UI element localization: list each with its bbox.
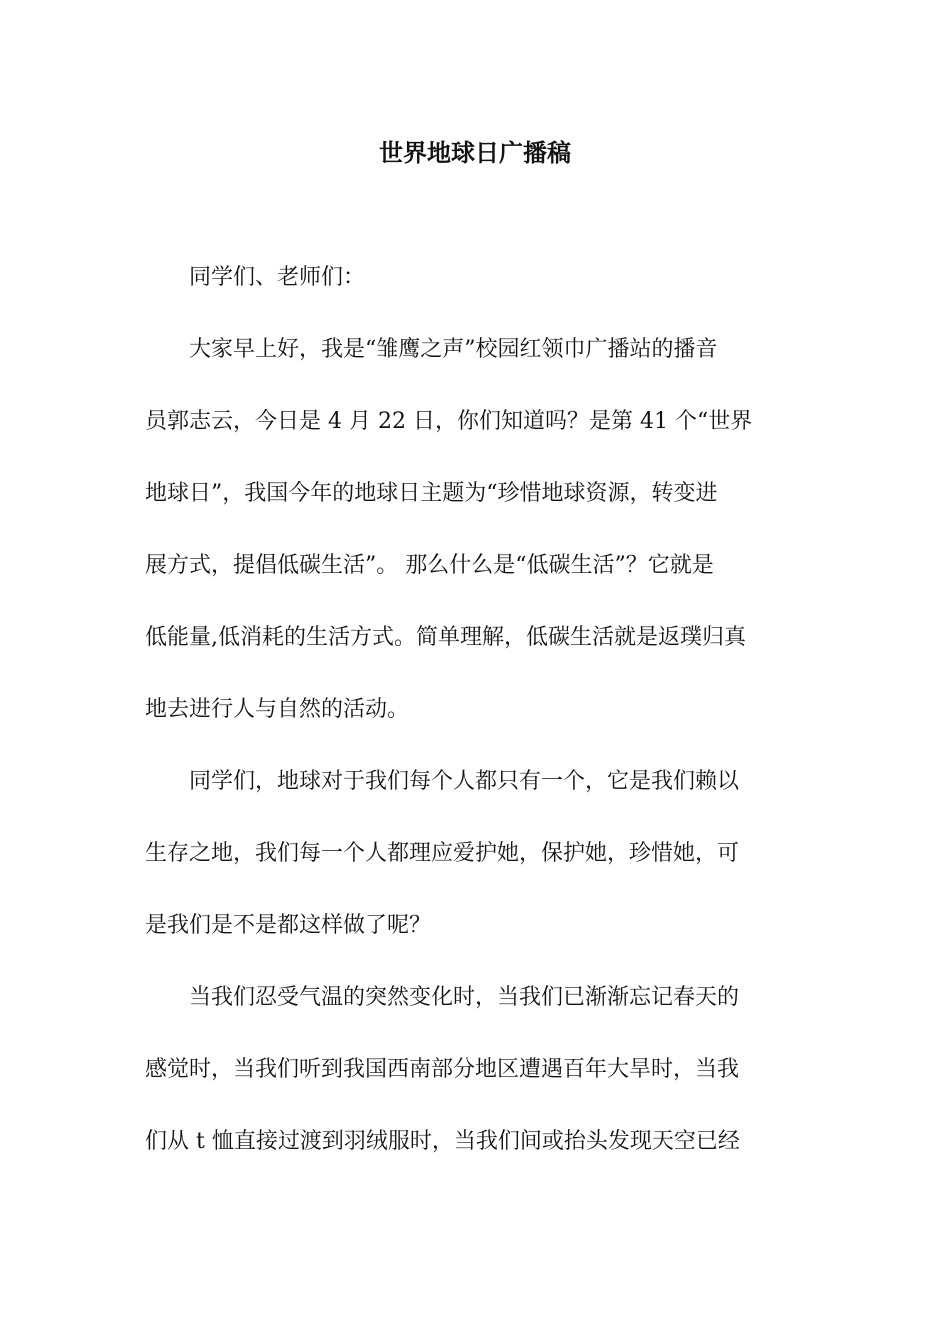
text-line: 当我们忍受气温的突然变化时，当我们已渐渐忘记春天的 <box>189 985 740 1010</box>
text-line: 员郭志云，今日是 4 月 22 日，你们知道吗？是第 41 个“世界 <box>145 409 753 434</box>
text-line: 大家早上好，我是“雏鹰之声”校园红领巾广播站的播音 <box>189 337 718 362</box>
text-line: 地去进行人与自然的活动。 <box>145 697 410 722</box>
document-title: 世界地球日广播稿 <box>379 139 571 167</box>
text-line: 地球日”，我国今年的地球日主题为“珍惜地球资源，转变进 <box>145 481 718 506</box>
text-line: 感觉时，当我们听到我国西南部分地区遭遇百年大旱时，当我 <box>145 1057 740 1082</box>
text-line: 们从 t 恤直接过渡到羽绒服时，当我们间或抬头发现天空已经 <box>145 1129 740 1154</box>
text-line: 同学们、老师们： <box>189 265 366 290</box>
document-body <box>145 260 807 1160</box>
text-line: 展方式，提倡低碳生活”。 那么什么是“低碳生活”？它就是 <box>145 553 714 578</box>
text-line: 低能量,低消耗的生活方式。简单理解，低碳生活就是返璞归真 <box>145 625 746 650</box>
text-line: 生存之地，我们每一个人都理应爱护她，保护她，珍惜她，可 <box>145 841 740 866</box>
text-line: 同学们，地球对于我们每个人都只有一个，它是我们赖以 <box>189 769 740 794</box>
text-line: 是我们是不是都这样做了呢？ <box>145 913 432 938</box>
